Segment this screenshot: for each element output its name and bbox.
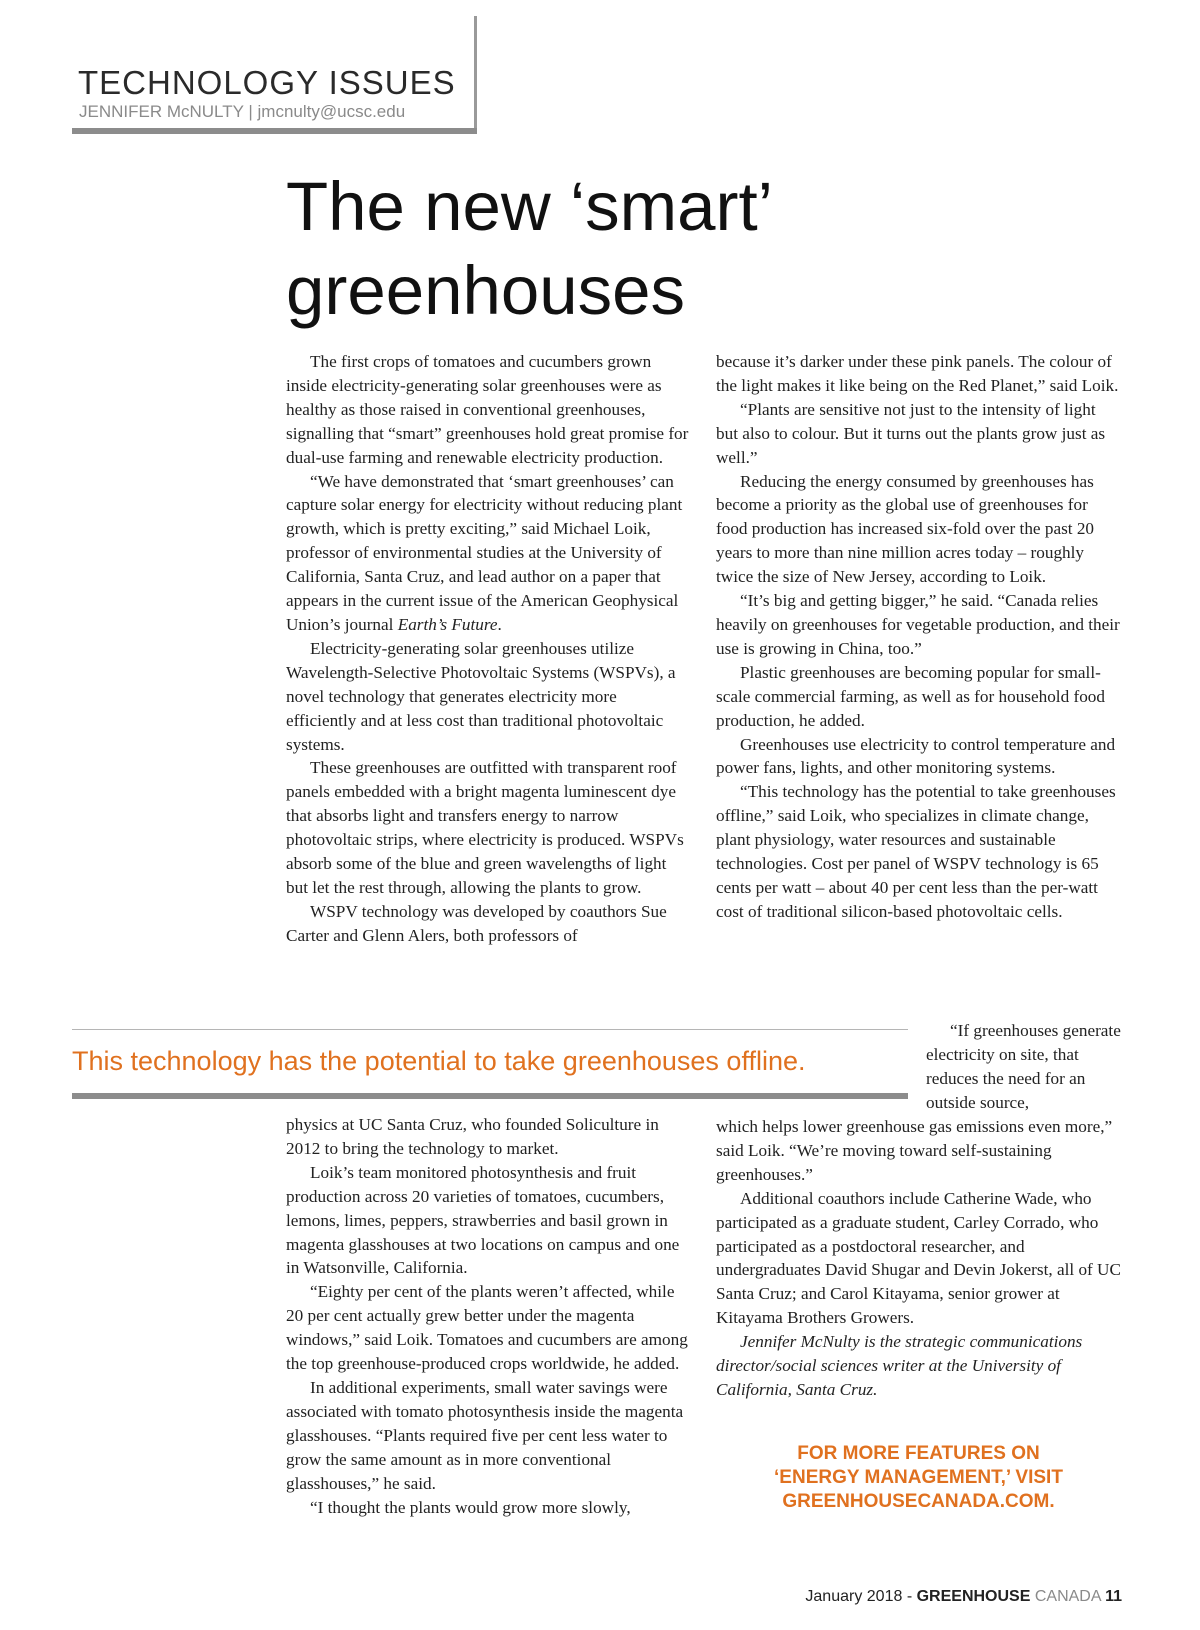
promo-line-1: FOR MORE FEATURES ON [797, 1443, 1040, 1464]
headline-line-2: greenhouses [286, 252, 685, 329]
promo-line-2: ‘ENERGY MANAGEMENT,’ VISIT [774, 1467, 1063, 1488]
paragraph: Electricity-generating solar greenhouses utilize Wavelength-Selective Photovoltaic Systems (WSPVs), a novel technology that generates electricity more efficiently and at less cost than traditional photovoltaic systems. [286, 638, 676, 754]
paragraph: Reducing the energy consumed by greenhouses has become a priority as the global use of greenhouses for food production has increased six-fold over the past 20 years to more than nine million acres today – roughly twice the size of New Jersey, according to Loik. [716, 471, 1095, 587]
paragraph: Greenhouses use electricity to control temperature and power fans, lights, and other monitoring systems. [716, 734, 1116, 778]
magazine-region: CANADA [1030, 1588, 1106, 1605]
author-byline: JENNIFER McNULTY | jmcnulty@ucsc.edu [79, 102, 406, 121]
paragraph: which helps lower greenhouse gas emissions even more,” said Loik. “We’re moving toward self-sustaining greenhouses.” [716, 1117, 1113, 1184]
paragraph: “This technology has the potential to take greenhouses offline,” said Loik, who specializes in climate change, plant physiology, water resources and sustainable technologies. Cost per panel of WSPV technology is 65 cents per watt – about 40 per cent less than the per-watt cost of traditional silicon-based photovoltaic cells. [716, 782, 1116, 921]
paragraph: “I thought the plants would grow more slowly, [310, 1497, 631, 1517]
page-number: 11 [1105, 1588, 1122, 1605]
journal-title: Earth’s Future [397, 614, 498, 634]
issue-date: January 2018 - [805, 1588, 917, 1605]
promo-line-3: GREENHOUSECANADA.COM. [782, 1491, 1055, 1512]
paragraph: “It’s big and getting bigger,” he said. “Canada relies heavily on greenhouses for vegetable production, and their use is growing in China, too.” [716, 591, 1120, 658]
column-2-top [716, 350, 1121, 924]
column-1-bottom [286, 1113, 691, 1519]
paragraph: because it’s darker under these pink panels. The colour of the light makes it like being on the Red Planet,” said Loik. [716, 352, 1119, 395]
paragraph: Plastic greenhouses are becoming popular for small-scale commercial farming, as well as for household food production, he added. [716, 662, 1105, 730]
header-vertical-rule [474, 16, 477, 134]
paragraph: WSPV technology was developed by coauthors Sue Carter and Glenn Alers, both professors of [286, 901, 667, 945]
section-title: TECHNOLOGY ISSUES [78, 64, 456, 101]
paragraph: “Plants are sensitive not just to the intensity of light but also to colour. But it turns out the plants grow just as well.” [716, 399, 1106, 467]
paragraph: In additional experiments, small water savings were associated with tomato photosynthesis inside the magenta glasshouses. “Plants required five per cent less water to grow the same amount as in more conventional glasshouses,” he said. [286, 1377, 684, 1493]
column-1-top [286, 350, 691, 948]
paragraph: The first crops of tomatoes and cucumbers grown inside electricity-generating solar greenhouses were as healthy as those raised in conventional greenhouses, signalling that “smart” greenhouses hold great promise for dual-use farming and renewable electricity production. [286, 352, 689, 467]
pull-quote: This technology has the potential to take greenhouses offline. [72, 1046, 806, 1076]
paragraph: Additional coauthors include Catherine Wade, who participated as a graduate student, Carley Corrado, who participated as a postdoctoral researcher, and undergraduates David Shugar and Devin Jokerst, all of UC Santa Cruz; and Carol Kitayama, senior grower at Kitayama Brothers Growers. [716, 1188, 1121, 1328]
paragraph: “Eighty per cent of the plants weren’t affected, while 20 per cent actually grew better under the magenta windows,” said Loik. Tomatoes and cucumbers are among the top greenhouse-produced crops worldwide, he added. [286, 1282, 688, 1374]
pull-quote-top-rule [72, 1029, 908, 1030]
promo-callout [716, 1442, 1121, 1514]
paragraph: Loik’s team monitored photosynthesis and fruit production across 20 varieties of tomatoes, cucumbers, lemons, limes, peppers, strawberries and basil grown in magenta glasshouses at two locations on campus and one in Watsonville, California. [286, 1162, 680, 1278]
header-horizontal-rule [72, 128, 477, 134]
article-headline [286, 165, 986, 333]
page-footer [805, 1588, 1122, 1606]
paragraph: “We have demonstrated that ‘smart greenhouses’ can capture solar energy for electricity without reducing plant growth, which is pretty exciting,” said Michael Loik, professor of environmental studies at the University of California, Santa Cruz, and lead author on a paper that appears in the current issue of the American Geophysical Union’s journal Earth’s Future. [286, 471, 683, 634]
pull-quote-bottom-rule [72, 1093, 908, 1099]
paragraph: These greenhouses are outfitted with transparent roof panels embedded with a bright magenta luminescent dye that absorbs light and transfers energy to narrow photovoltaic strips, where electricity is produced. WSPVs absorb some of the blue and green wavelengths of light but let the rest through, allowing the plants to grow. [286, 758, 684, 897]
column-2-bottom [716, 1115, 1121, 1402]
column-2-wrap-text [926, 1019, 1126, 1115]
headline-line-1: The new ‘smart’ [286, 168, 773, 245]
paragraph: “If greenhouses generate electricity on site, that reduces the need for an outside source, [926, 1021, 1121, 1112]
author-note: Jennifer McNulty is the strategic communications director/social sciences writer at the University of California, Santa Cruz. [716, 1332, 1083, 1399]
magazine-name: GREENHOUSE [916, 1588, 1031, 1605]
paragraph: physics at UC Santa Cruz, who founded Soliculture in 2012 to bring the technology to market. [286, 1115, 659, 1158]
